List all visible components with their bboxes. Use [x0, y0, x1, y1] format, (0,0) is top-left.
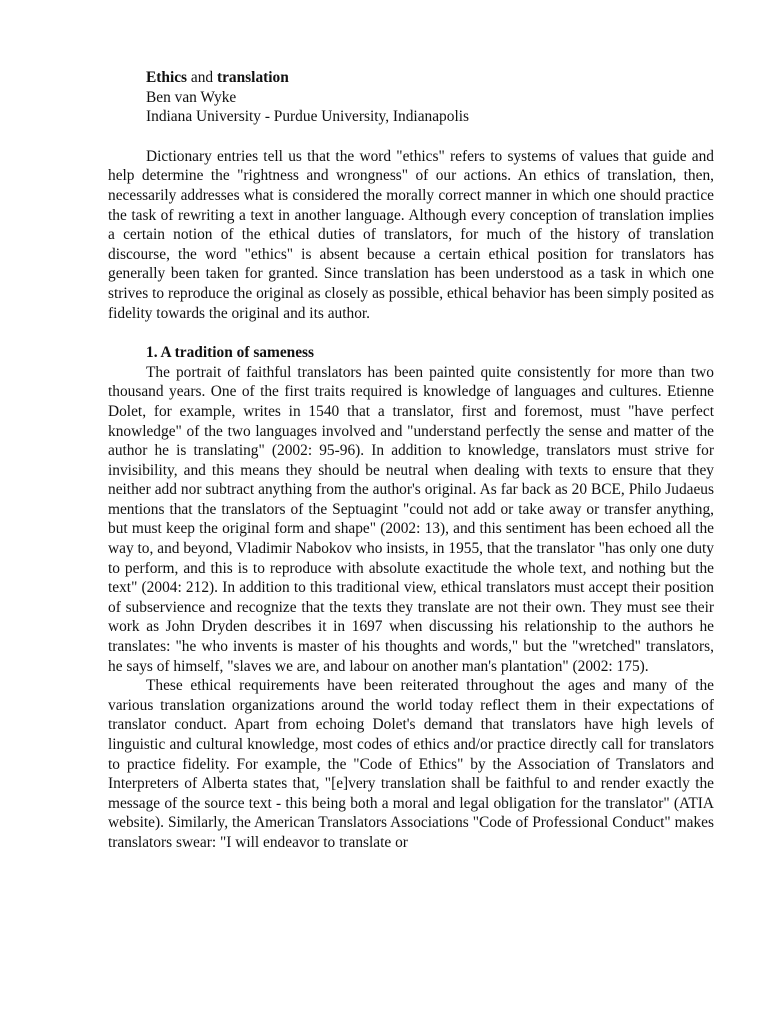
title-connector: and — [187, 69, 217, 86]
body-paragraph-1: The portrait of faithful translators has been painted quite consistently for more than two thousand years. One of the first traits required is knowledge of languages and cultures. Etienne Dolet, for example, writes in 1540 that a translator, first and foremost, must "have perfect knowledge" of the two languages involved and "understand perfectly the sense and matter of the author he is translating" (2002: 95-96). In addition to knowledge, translators must strive for invisibility, and this means they should be neutral when dealing with texts to ensure that they neither add nor subtract anything from the author's original. As far back as 20 BCE, Philo Judaeus mentions that the translators of the Septuagint "could not add or take away or transfer anything, but must keep the original form and shape" (2002: 13), and this sentiment has been echoed all the way to, and beyond, Vladimir Nabokov who insists, in 1955, that the translator "has only one duty to perform, and this is to reproduce with absolute exactitude the whole text, and nothing but the text" (2004: 212). In addition to this traditional view, ethical translators must accept their position of subservience and recognize that the texts they translate are not their own. They must see their work as John Dryden describes it in 1697 when discussing his relationship to the authors he translates: "he who invents is master of his thoughts and words," but the "wretched" translators, he says of himself, "slaves we are, and labour on another man's plantation" (2002: 175). — [108, 363, 714, 675]
intro-paragraph: Dictionary entries tell us that the word "ethics" refers to systems of values that guide and help determine the "rightness and wrongness" of our actions. An ethics of translation, then, necessarily addresses what is considered the morally correct manner in which one should practice the task of rewriting a text in another language. Although every conception of translation implies a certain notion of the ethical duties of translators, for much of the history of translation discourse, the word "ethics" is absent because a certain ethical position for translators has generally been taken for granted. Since translation has been understood as a task in which one strives to reproduce the original as closely as possible, ethical behavior has been simply posited as fidelity towards the original and its author. — [108, 147, 714, 322]
section-heading: 1. A tradition of sameness — [146, 344, 315, 362]
spacer — [108, 127, 714, 147]
title-part-translation: translation — [216, 69, 289, 86]
document-title — [108, 68, 714, 88]
spacer — [108, 323, 714, 343]
document-page — [108, 68, 714, 853]
author-name: Ben van Wyke — [146, 88, 237, 106]
title-part-ethics: Ethics — [146, 69, 188, 86]
body-paragraph-2: These ethical requirements have been reiterated throughout the ages and many of the various translation organizations around the world today reflect them in their expectations of translator conduct. Apart from echoing Dolet's demand that translators have high levels of linguistic and cultural knowledge, most codes of ethics and/or practice directly call for translators to practice fidelity. For example, the "Code of Ethics" by the Association of Translators and Interpreters of Alberta states that, "[e]very translation shall be faithful to and render exactly the message of the source text - this being both a moral and legal obligation for the translator" (ATIA website). Similarly, the American Translators Associations "Code of Professional Conduct" makes translators swear: "I will endeavor to translate or — [108, 677, 714, 851]
author-affiliation: Indiana University - Purdue University, Indianapolis — [146, 108, 469, 126]
